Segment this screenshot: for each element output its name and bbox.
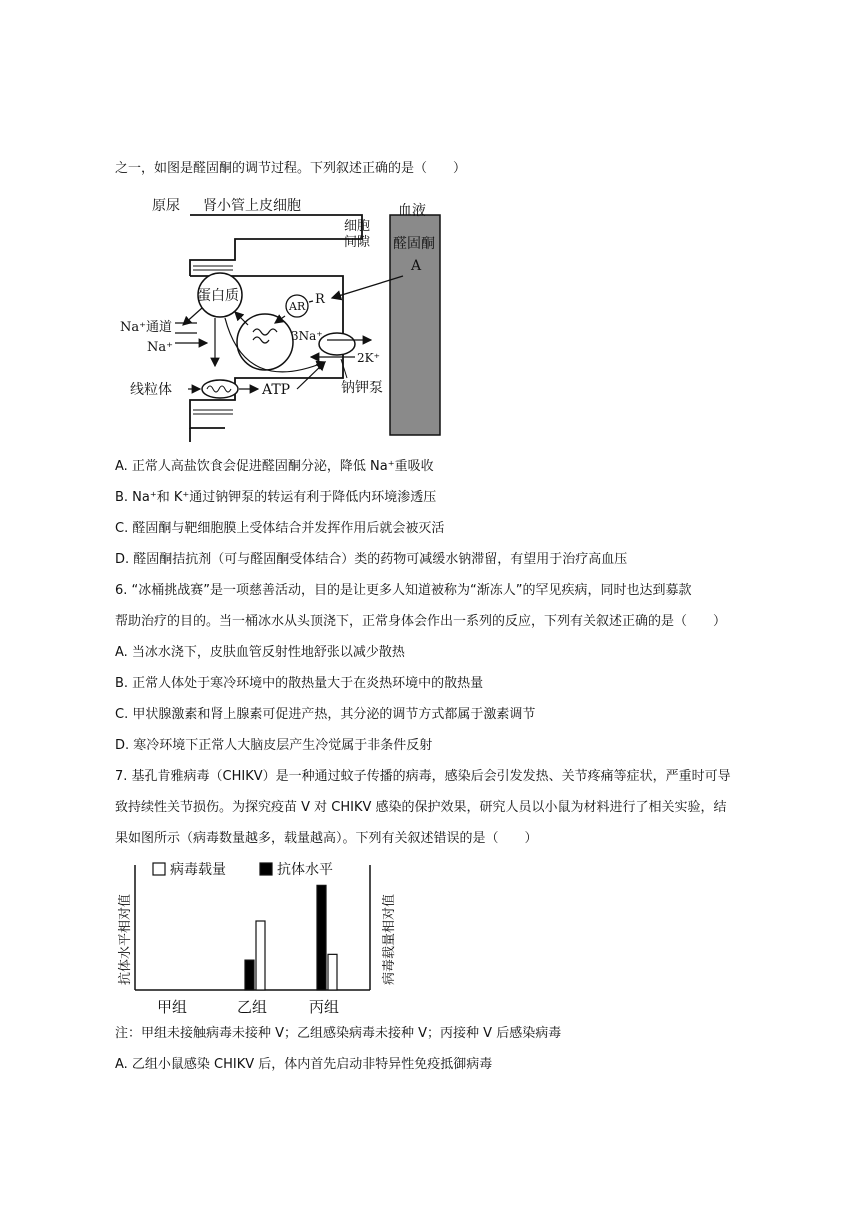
- q7-stem-3: 果如图所示（病毒数量越多，载量越高）。下列有关叙述错误的是（ ）: [115, 831, 538, 846]
- bar-virus-1: [256, 921, 265, 990]
- category-label-2: 丙组: [309, 998, 340, 1016]
- label-interstitial-1: 细胞: [344, 219, 371, 234]
- bar-antibody-1: [245, 960, 254, 990]
- label-3na: 3Na⁺: [291, 329, 323, 343]
- label-a: A: [411, 258, 422, 274]
- label-pump: 钠钾泵: [341, 380, 383, 396]
- label-aldosterone: 醛固酮: [393, 236, 435, 252]
- pump-ellipse: [319, 333, 355, 355]
- label-urine: 原尿: [152, 198, 180, 214]
- q5-stem: 之一，如图是醛固酮的调节过程。下列叙述正确的是（ ）: [115, 161, 467, 176]
- q6-option-a: A. 当冰水浇下，皮肤血管反射性地舒张以减少散热: [115, 645, 405, 660]
- label-ar: AR: [289, 300, 306, 313]
- q6-option-d: D. 寒冷环境下正常人大脑皮层产生冷觉属于非条件反射: [115, 738, 433, 753]
- q6-option-c: C. 甲状腺激素和肾上腺素可促进产热，其分泌的调节方式都属于激素调节: [115, 707, 536, 722]
- legend-swatch-virus: [153, 863, 165, 875]
- label-protein: 蛋白质: [197, 288, 239, 304]
- q7-stem-2: 致持续性关节损伤。为探究疫苗 V 对 CHIKV 感染的保护效果，研究人员以小鼠为材料进行了相关实验，结: [115, 800, 727, 815]
- label-interstitial-2: 间隙: [344, 235, 371, 250]
- q6-option-b: B. 正常人体处于寒冷环境中的散热量大于在炎热环境中的散热量: [115, 676, 484, 691]
- label-atp: ATP: [262, 382, 291, 398]
- aldosterone-diagram: [115, 190, 435, 444]
- q5-option-b: B. Na⁺和 K⁺通过钠钾泵的转运有利于降低内环境渗透压: [115, 490, 437, 505]
- legend-swatch-antibody: [260, 863, 272, 875]
- label-na: Na⁺: [147, 340, 173, 355]
- label-tubule: 肾小管上皮细胞: [203, 198, 301, 214]
- q6-stem-1: 6. “冰桶挑战赛”是一项慈善活动，目的是让更多人知道被称为“渐冻人”的罕见疾病，同时也达到募款: [115, 583, 692, 598]
- label-mito: 线粒体: [130, 382, 172, 398]
- ylabel-right: 病毒载量相对值: [382, 893, 397, 985]
- q5-option-a: A. 正常人高盐饮食会促进醛固酮分泌，降低 Na⁺重吸收: [115, 459, 434, 474]
- bar-antibody-2: [317, 885, 326, 990]
- q7-note: 注：甲组未接触病毒未接种 V；乙组感染病毒未接种 V；丙接种 V 后感染病毒: [115, 1026, 562, 1041]
- label-blood: 血液: [398, 203, 426, 219]
- q5-option-d: D. 醛固酮拮抗剂（可与醛固酮受体结合）类的药物可减缓水钠滞留，有望用于治疗高血压: [115, 552, 628, 567]
- q7-option-a: A. 乙组小鼠感染 CHIKV 后，体内首先启动非特异性免疫抵御病毒: [115, 1057, 493, 1072]
- q5-option-c: C. 醛固酮与靶细胞膜上受体结合并发挥作用后就会被灭活: [115, 521, 445, 536]
- ylabel-left: 抗体水平相对值: [118, 893, 133, 985]
- legend-label-virus: 病毒载量: [170, 862, 226, 878]
- label-na-channel: Na⁺通道: [120, 320, 172, 335]
- legend-label-antibody: 抗体水平: [277, 862, 333, 878]
- category-label-1: 乙组: [237, 998, 268, 1016]
- q6-stem-2: 帮助治疗的目的。当一桶冰水从头顶浇下，正常身体会作出一系列的反应，下列有关叙述正确的是（ ）: [115, 614, 727, 629]
- label-r: R: [315, 292, 325, 307]
- q7-stem-1: 7. 基孔肯雅病毒（CHIKV）是一种通过蚊子传播的病毒，感染后会引发发热、关节疼痛等症状，严重时可导: [115, 769, 731, 784]
- label-2k: 2K⁺: [357, 351, 380, 365]
- category-label-0: 甲组: [157, 998, 188, 1016]
- bar-virus-2: [328, 954, 337, 990]
- virus-antibody-chart: [115, 855, 405, 1029]
